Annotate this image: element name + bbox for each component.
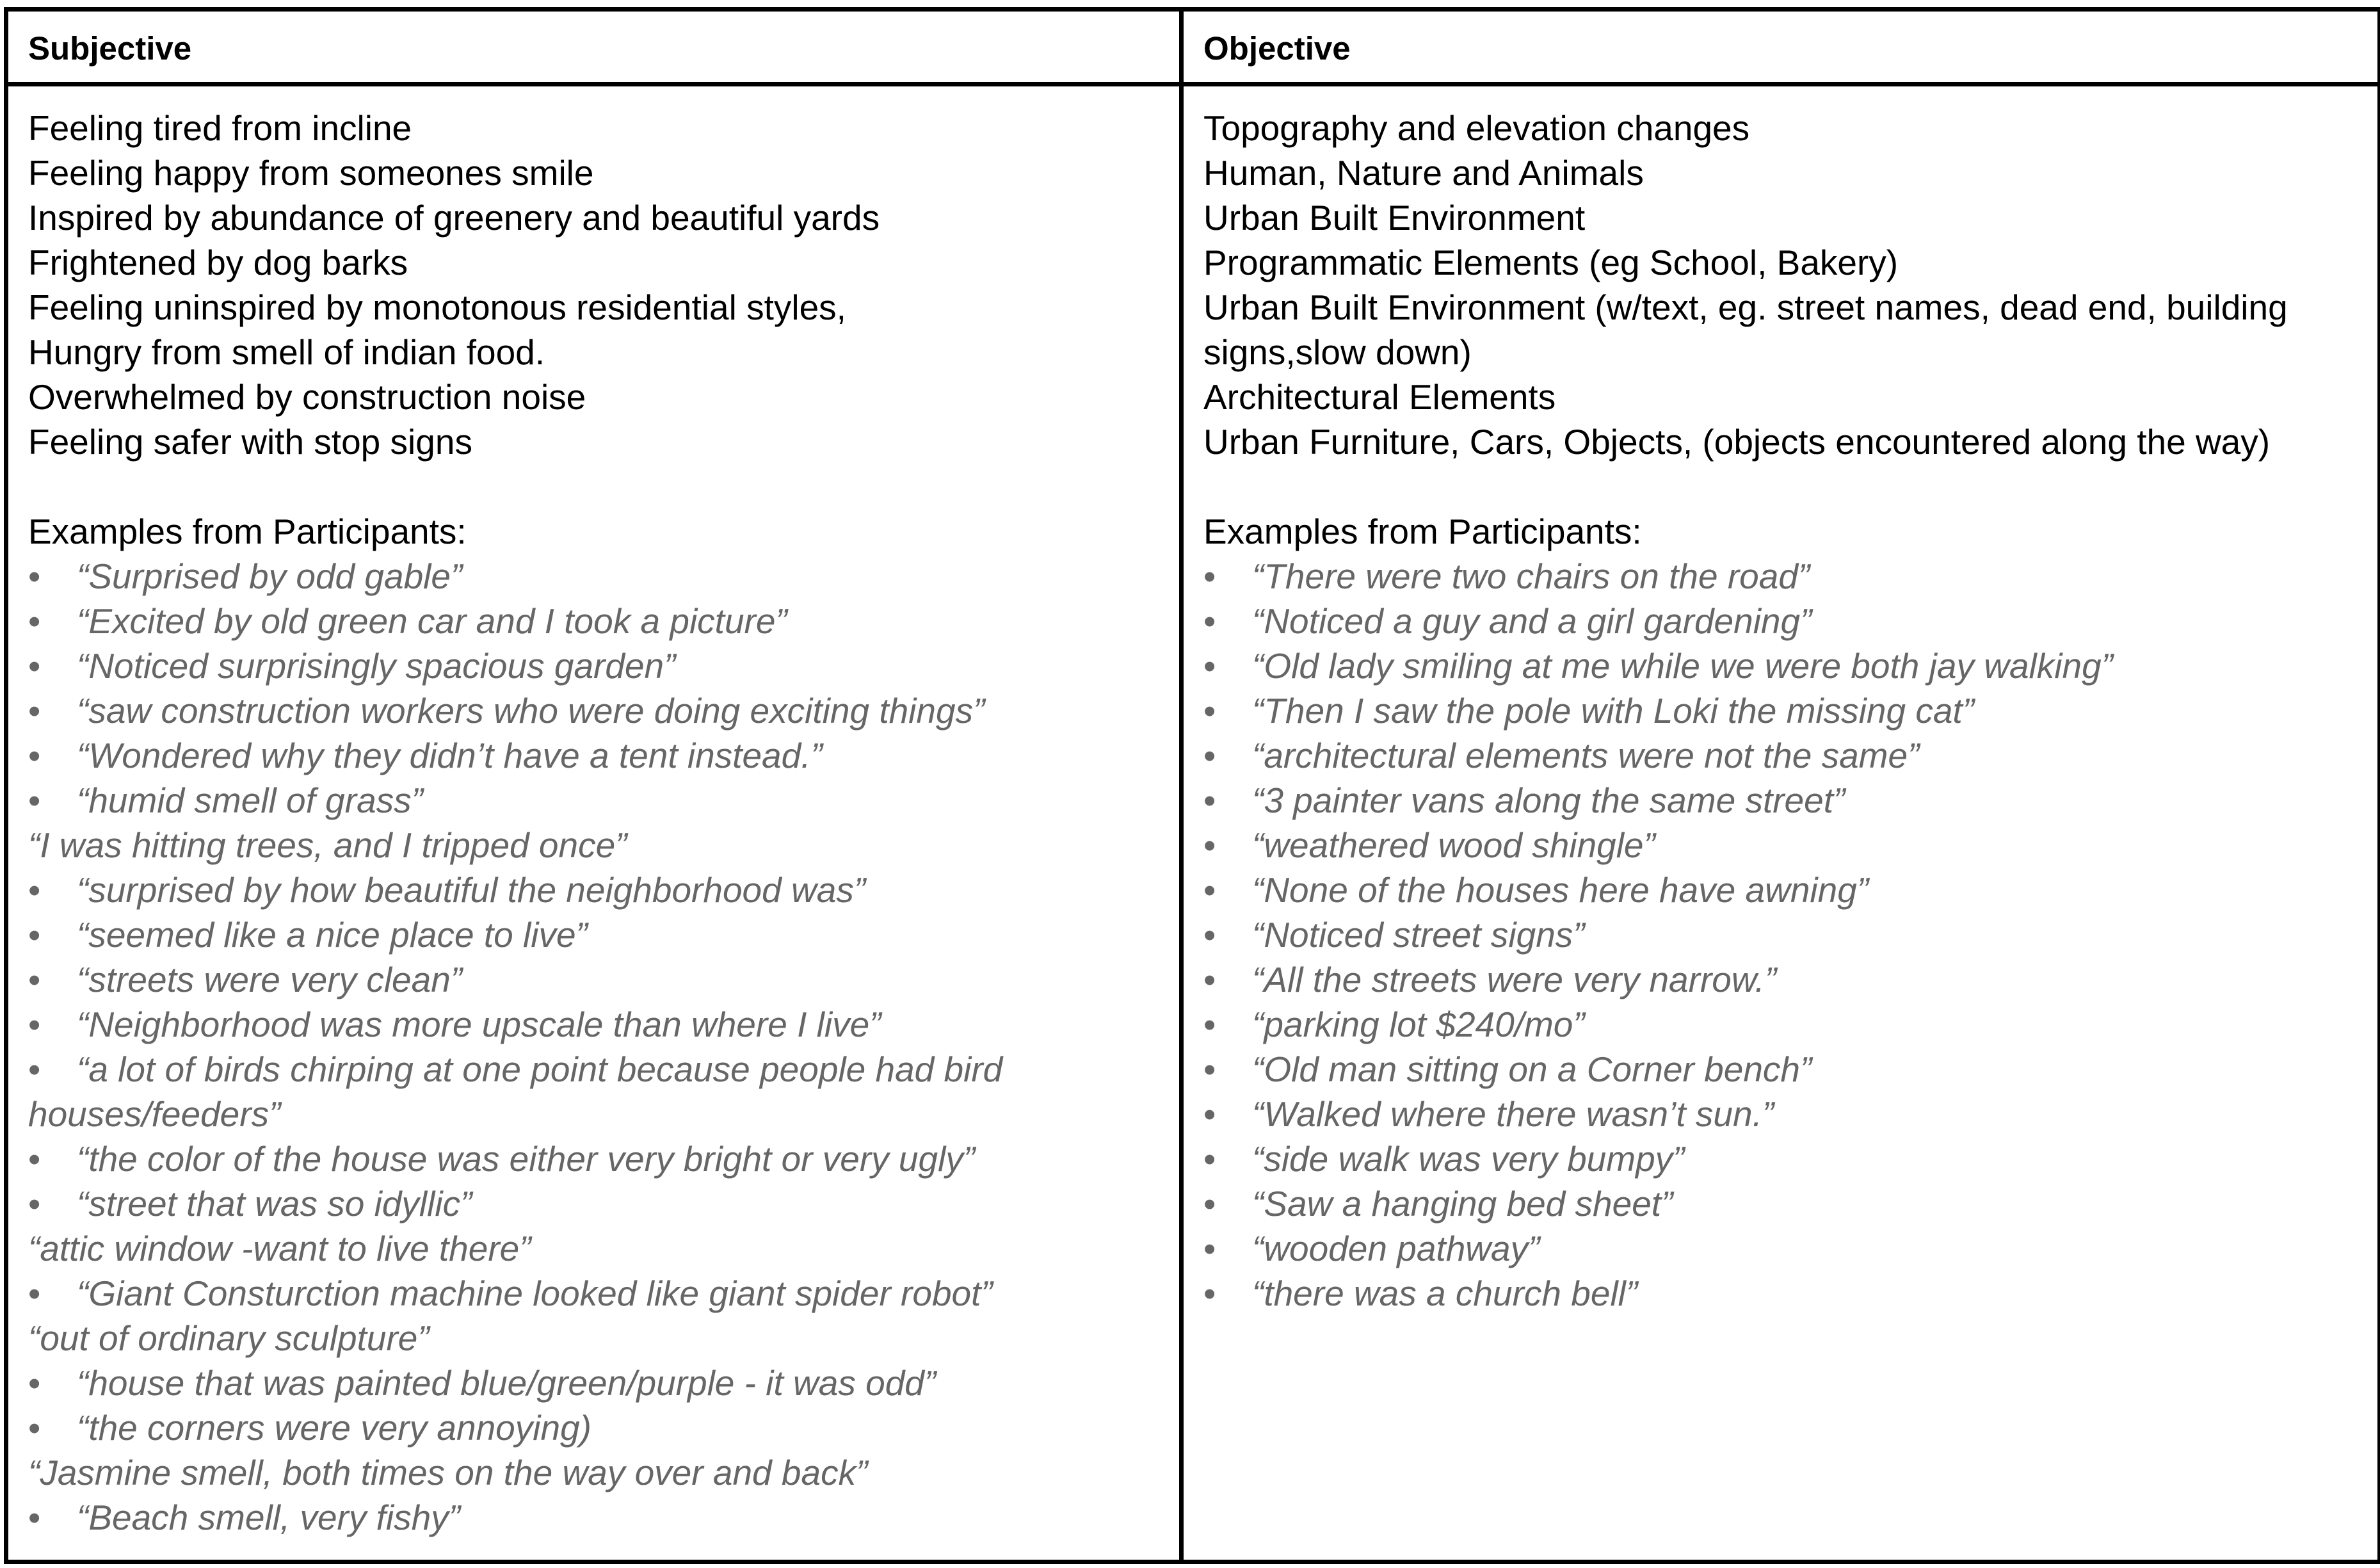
quote-text: “Surprised by odd gable” bbox=[77, 556, 463, 596]
quote-item bbox=[28, 778, 1166, 823]
bullet-icon: • bbox=[28, 1408, 41, 1448]
bullet-icon: • bbox=[1203, 1094, 1216, 1134]
quote-item bbox=[1203, 1002, 2365, 1047]
quote-text: “Noticed a guy and a girl gardening” bbox=[1252, 601, 1812, 641]
spacer bbox=[28, 464, 1166, 509]
objective-cell bbox=[1182, 85, 2380, 1562]
quote-text: “the color of the house was either very bright or very ugly” bbox=[77, 1139, 976, 1179]
quote-item bbox=[28, 1271, 1166, 1316]
quote-item bbox=[1203, 733, 2365, 778]
bullet-icon: • bbox=[1203, 870, 1216, 910]
quote-text: “None of the houses here have awning” bbox=[1252, 870, 1869, 910]
quote-item bbox=[1203, 688, 2365, 733]
bullet-icon: • bbox=[28, 1184, 41, 1224]
bullet-icon: • bbox=[28, 780, 41, 820]
quote-text: “Wondered why they didn’t have a tent instead.” bbox=[77, 736, 823, 775]
category-line: Hungry from smell of indian food. bbox=[28, 332, 545, 372]
quote-text: “weathered wood shingle” bbox=[1252, 825, 1655, 865]
bullet-icon: • bbox=[1203, 1229, 1216, 1268]
quote-item bbox=[1203, 1136, 2365, 1181]
quote-text: “out of ordinary sculpture” bbox=[28, 1318, 430, 1358]
quote-text: “saw construction workers who were doing exciting things” bbox=[77, 691, 985, 731]
quote-text: “architectural elements were not the same” bbox=[1252, 736, 1920, 775]
category-line: Human, Nature and Animals bbox=[1203, 153, 1644, 193]
bullet-icon: • bbox=[28, 1363, 41, 1403]
quote-text: “Noticed street signs” bbox=[1252, 915, 1585, 955]
quote-item bbox=[28, 688, 1166, 733]
quote-item bbox=[1203, 1271, 2365, 1316]
bullet-icon: • bbox=[1203, 736, 1216, 775]
quote-item bbox=[1203, 912, 2365, 957]
objective-quotes bbox=[1203, 554, 2365, 1316]
quote-text: “seemed like a nice place to live” bbox=[77, 915, 588, 955]
quote-text: “surprised by how beautiful the neighborhood was” bbox=[77, 870, 866, 910]
quote-item bbox=[28, 957, 1166, 1002]
bullet-icon: • bbox=[28, 870, 41, 910]
objective-header: Objective bbox=[1182, 10, 2380, 85]
quote-text: “side walk was very bumpy” bbox=[1252, 1139, 1685, 1179]
table-header-row bbox=[6, 10, 2380, 85]
quote-item bbox=[28, 1181, 1166, 1226]
quote-text: “I was hitting trees, and I tripped once” bbox=[28, 825, 627, 865]
quote-item bbox=[28, 1226, 1166, 1271]
bullet-icon: • bbox=[1203, 691, 1216, 731]
quote-text: “Neighborhood was more upscale than where I live” bbox=[77, 1005, 881, 1044]
bullet-icon: • bbox=[28, 1498, 41, 1537]
category-line: Feeling tired from incline bbox=[28, 108, 412, 148]
quote-item bbox=[1203, 1226, 2365, 1271]
quote-item bbox=[28, 823, 1166, 868]
category-line: Feeling happy from someones smile bbox=[28, 153, 594, 193]
quote-item bbox=[28, 1450, 1166, 1495]
bullet-icon: • bbox=[1203, 1005, 1216, 1044]
bullet-icon: • bbox=[28, 960, 41, 999]
bullet-icon: • bbox=[28, 915, 41, 955]
quote-text: “humid smell of grass” bbox=[77, 780, 423, 820]
bullet-icon: • bbox=[28, 736, 41, 775]
bullet-icon: • bbox=[1203, 646, 1216, 686]
subjective-cell bbox=[6, 85, 1182, 1562]
quote-text: “Walked where there wasn’t sun.” bbox=[1252, 1094, 1774, 1134]
category-line: Architectural Elements bbox=[1203, 377, 1556, 417]
quote-item bbox=[1203, 823, 2365, 868]
quote-item bbox=[1203, 868, 2365, 912]
category-line: Inspired by abundance of greenery and beautiful yards bbox=[28, 198, 880, 238]
quote-item bbox=[28, 733, 1166, 778]
quote-text: “Noticed surprisingly spacious garden” bbox=[77, 646, 676, 686]
bullet-icon: • bbox=[1203, 780, 1216, 820]
quote-text: “3 painter vans along the same street” bbox=[1252, 780, 1845, 820]
bullet-icon: • bbox=[1203, 556, 1216, 596]
category-line: Urban Built Environment (w/text, eg. street names, dead end, building signs,slow down) bbox=[1203, 287, 2297, 372]
quote-item bbox=[28, 1495, 1166, 1540]
bullet-icon: • bbox=[1203, 1049, 1216, 1089]
bullet-icon: • bbox=[28, 556, 41, 596]
category-line: Frightened by dog barks bbox=[28, 243, 408, 282]
quote-item bbox=[28, 1361, 1166, 1405]
bullet-icon: • bbox=[1203, 601, 1216, 641]
quote-text: “Old lady smiling at me while we were both jay walking” bbox=[1252, 646, 2113, 686]
quote-item bbox=[28, 1136, 1166, 1181]
category-line: Feeling safer with stop signs bbox=[28, 422, 472, 462]
bullet-icon: • bbox=[1203, 825, 1216, 865]
quote-item bbox=[28, 1316, 1166, 1361]
quote-item bbox=[28, 1047, 1166, 1136]
bullet-icon: • bbox=[28, 646, 41, 686]
quote-item bbox=[28, 599, 1166, 643]
bullet-icon: • bbox=[1203, 1273, 1216, 1313]
bullet-icon: • bbox=[1203, 960, 1216, 999]
bullet-icon: • bbox=[1203, 1184, 1216, 1224]
subjective-categories bbox=[28, 106, 1166, 464]
quote-text: “the corners were very annoying) bbox=[77, 1408, 591, 1448]
category-line: Overwhelmed by construction noise bbox=[28, 377, 586, 417]
quote-text: “Beach smell, very fishy” bbox=[77, 1498, 461, 1537]
quote-text: “Saw a hanging bed sheet” bbox=[1252, 1184, 1673, 1224]
quote-item bbox=[1203, 957, 2365, 1002]
quote-text: “streets were very clean” bbox=[77, 960, 463, 999]
quote-item bbox=[28, 1405, 1166, 1450]
quote-text: “house that was painted blue/green/purple - it was odd” bbox=[77, 1363, 937, 1403]
category-line: Topography and elevation changes bbox=[1203, 108, 1750, 148]
subjective-header: Subjective bbox=[6, 10, 1182, 85]
quote-text: “street that was so idyllic” bbox=[77, 1184, 472, 1224]
quote-item bbox=[1203, 1181, 2365, 1226]
quote-item bbox=[28, 912, 1166, 957]
category-line: Feeling uninspired by monotonous residential styles, bbox=[28, 287, 846, 327]
table-body-row bbox=[6, 85, 2380, 1562]
bullet-icon: • bbox=[28, 601, 41, 641]
quote-text: “Then I saw the pole with Loki the missing cat” bbox=[1252, 691, 1975, 731]
comparison-table bbox=[4, 7, 2380, 1564]
category-line: Programmatic Elements (eg School, Bakery) bbox=[1203, 243, 1899, 282]
quote-item bbox=[1203, 599, 2365, 643]
bullet-icon: • bbox=[28, 1005, 41, 1044]
quote-text: “Giant Consturction machine looked like giant spider robot” bbox=[77, 1273, 993, 1313]
quote-text: “All the streets were very narrow.” bbox=[1252, 960, 1777, 999]
bullet-icon: • bbox=[1203, 915, 1216, 955]
quote-text: “Jasmine smell, both times on the way over and back” bbox=[28, 1453, 868, 1492]
category-line: Urban Built Environment bbox=[1203, 198, 1586, 238]
bullet-icon: • bbox=[28, 1139, 41, 1179]
bullet-icon: • bbox=[28, 691, 41, 731]
quote-text: “there was a church bell” bbox=[1252, 1273, 1638, 1313]
quote-text: “Excited by old green car and I took a picture” bbox=[77, 601, 787, 641]
quote-text: “Old man sitting on a Corner bench” bbox=[1252, 1049, 1812, 1089]
objective-examples-label: Examples from Participants: bbox=[1203, 512, 1642, 551]
quote-item bbox=[28, 1002, 1166, 1047]
bullet-icon: • bbox=[28, 1049, 41, 1089]
quote-item bbox=[1203, 1092, 2365, 1136]
quote-item bbox=[1203, 1047, 2365, 1092]
quote-item bbox=[1203, 643, 2365, 688]
quote-item bbox=[28, 868, 1166, 912]
subjective-examples-label: Examples from Participants: bbox=[28, 512, 467, 551]
quote-item bbox=[28, 554, 1166, 599]
bullet-icon: • bbox=[1203, 1139, 1216, 1179]
quote-text: “attic window -want to live there” bbox=[28, 1229, 531, 1268]
quote-item bbox=[1203, 554, 2365, 599]
quote-text: “wooden pathway” bbox=[1252, 1229, 1540, 1268]
category-line: Urban Furniture, Cars, Objects, (objects encountered along the way) bbox=[1203, 422, 2271, 462]
quote-item bbox=[1203, 778, 2365, 823]
quote-item bbox=[28, 643, 1166, 688]
spacer bbox=[1203, 464, 2365, 509]
subjective-quotes bbox=[28, 554, 1166, 1540]
quote-text: “a lot of birds chirping at one point because people had bird houses/feeders” bbox=[28, 1049, 1003, 1134]
bullet-icon: • bbox=[28, 1273, 41, 1313]
quote-text: “parking lot $240/mo” bbox=[1252, 1005, 1585, 1044]
objective-categories bbox=[1203, 106, 2365, 464]
quote-text: “There were two chairs on the road” bbox=[1252, 556, 1810, 596]
